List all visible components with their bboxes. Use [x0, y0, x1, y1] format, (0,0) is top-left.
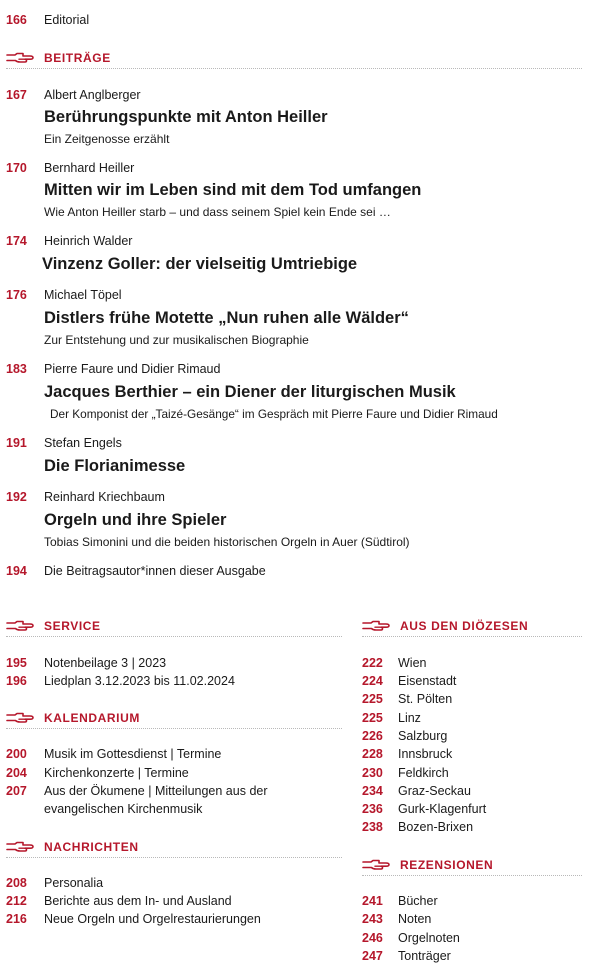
article-author: Albert Anglberger — [44, 88, 141, 102]
page-number: 196 — [6, 674, 27, 688]
section-header-rezensionen — [362, 856, 582, 876]
list-item: Tonträger — [398, 949, 451, 963]
page-number: 195 — [6, 656, 27, 670]
page-number: 224 — [362, 674, 383, 688]
article-title: Mitten wir im Leben sind mit dem Tod umfangen — [44, 181, 422, 199]
page-number: 167 — [6, 88, 27, 102]
page-number: 176 — [6, 288, 27, 302]
article-author: Heinrich Walder — [44, 234, 133, 248]
page-number: 225 — [362, 711, 383, 725]
list-item: Graz-Seckau — [398, 784, 471, 798]
page-number: 226 — [362, 729, 383, 743]
article-title: Berührungspunkte mit Anton Heiller — [44, 108, 328, 126]
section-title: AUS DEN DIÖZESEN — [400, 619, 529, 633]
article-title: Die Florianimesse — [44, 457, 186, 475]
list-item: Berichte aus dem In- und Ausland — [44, 894, 232, 908]
page-number: 192 — [6, 490, 27, 504]
article-author: Michael Töpel — [44, 288, 122, 302]
article-subtitle: Ein Zeitgenosse erzählt — [44, 132, 170, 146]
hand-pointer-icon — [6, 51, 34, 65]
hand-pointer-icon — [6, 840, 34, 854]
section-divider — [362, 636, 582, 637]
page-number: 183 — [6, 362, 27, 376]
list-item: Wien — [398, 656, 427, 670]
page-number: 236 — [362, 802, 383, 816]
article-title: Distlers frühe Motette „Nun ruhen alle Wälder“ — [44, 309, 409, 327]
list-item: Linz — [398, 711, 421, 725]
list-item: Salzburg — [398, 729, 448, 743]
list-item: Notenbeilage 3 | 2023 — [44, 656, 167, 670]
page-number: 174 — [6, 234, 27, 248]
page-number: 208 — [6, 876, 27, 890]
list-item-continuation: evangelischen Kirchenmusik — [44, 802, 203, 816]
section-header-service — [6, 617, 342, 637]
section-title: KALENDARIUM — [44, 711, 140, 725]
section-divider — [6, 68, 582, 69]
page-number: 247 — [362, 949, 383, 963]
article-author: Bernhard Heiller — [44, 161, 135, 175]
article-subtitle: Wie Anton Heiller starb – und dass seinem Spiel kein Ende sei … — [44, 205, 391, 219]
list-item: Personalia — [44, 876, 104, 890]
page-number: 166 — [6, 13, 27, 27]
section-header-kalendarium — [6, 709, 342, 729]
list-item: Eisenstadt — [398, 674, 457, 688]
section-title: SERVICE — [44, 619, 101, 633]
page-number: 204 — [6, 766, 27, 780]
page-number: 191 — [6, 436, 27, 450]
list-item: Gurk-Klagenfurt — [398, 802, 487, 816]
section-divider — [6, 728, 342, 729]
page-number: 243 — [362, 912, 383, 926]
page-number: 200 — [6, 747, 27, 761]
page-number: 228 — [362, 747, 383, 761]
page-number: 241 — [362, 894, 383, 908]
article-subtitle: Tobias Simonini und die beiden historischen Orgeln in Auer (Südtirol) — [44, 535, 410, 549]
list-item: Orgelnoten — [398, 931, 460, 945]
article-author: Stefan Engels — [44, 436, 122, 450]
page-number: 194 — [6, 564, 27, 578]
section-header-dioezesen — [362, 617, 582, 637]
hand-pointer-icon — [6, 619, 34, 633]
page-number: 222 — [362, 656, 383, 670]
hand-pointer-icon — [362, 619, 390, 633]
section-title: NACHRICHTEN — [44, 840, 139, 854]
page-number: 216 — [6, 912, 27, 926]
section-divider — [6, 857, 342, 858]
section-divider — [362, 875, 582, 876]
section-title: REZENSIONEN — [400, 858, 494, 872]
editorial-title: Editorial — [44, 13, 90, 27]
article-author: Pierre Faure und Didier Rimaud — [44, 362, 221, 376]
list-item: Innsbruck — [398, 747, 453, 761]
page-number: 212 — [6, 894, 27, 908]
list-item: Bozen-Brixen — [398, 820, 474, 834]
page-number: 230 — [362, 766, 383, 780]
list-item: Kirchenkonzerte | Termine — [44, 766, 189, 780]
page-number: 234 — [362, 784, 383, 798]
page-number: 170 — [6, 161, 27, 175]
hand-pointer-icon — [362, 858, 390, 872]
article-author: Reinhard Kriechbaum — [44, 490, 165, 504]
section-divider — [6, 636, 342, 637]
page-number: 238 — [362, 820, 383, 834]
article-title: Jacques Berthier – ein Diener der liturgischen Musik — [44, 383, 456, 401]
list-item: Aus der Ökumene | Mitteilungen aus der — [44, 784, 268, 798]
page-number: 246 — [362, 931, 383, 945]
list-item: Neue Orgeln und Orgelrestaurierungen — [44, 912, 261, 926]
page-number: 207 — [6, 784, 27, 798]
list-item: Liedplan 3.12.2023 bis 11.02.2024 — [44, 674, 235, 688]
hand-pointer-icon — [6, 711, 34, 725]
article-title: Vinzenz Goller: der vielseitig Umtriebige — [42, 255, 358, 273]
list-item: Feldkirch — [398, 766, 449, 780]
page-number: 225 — [362, 692, 383, 706]
section-title: BEITRÄGE — [44, 51, 111, 65]
article-subtitle: Der Komponist der „Taizé-Gesänge“ im Gespräch mit Pierre Faure und Didier Rimaud — [50, 407, 498, 421]
list-item: Musik im Gottesdienst | Termine — [44, 747, 222, 761]
list-item: Noten — [398, 912, 432, 926]
list-item: Bücher — [398, 894, 438, 908]
article-title: Orgeln und ihre Spieler — [44, 511, 227, 529]
section-header-nachrichten — [6, 838, 342, 858]
section-header-beitraege — [6, 49, 582, 69]
list-item: St. Pölten — [398, 692, 453, 706]
article-subtitle: Zur Entstehung und zur musikalischen Biographie — [44, 333, 309, 347]
authors-list-link: Die Beitragsautor*innen dieser Ausgabe — [44, 564, 266, 578]
